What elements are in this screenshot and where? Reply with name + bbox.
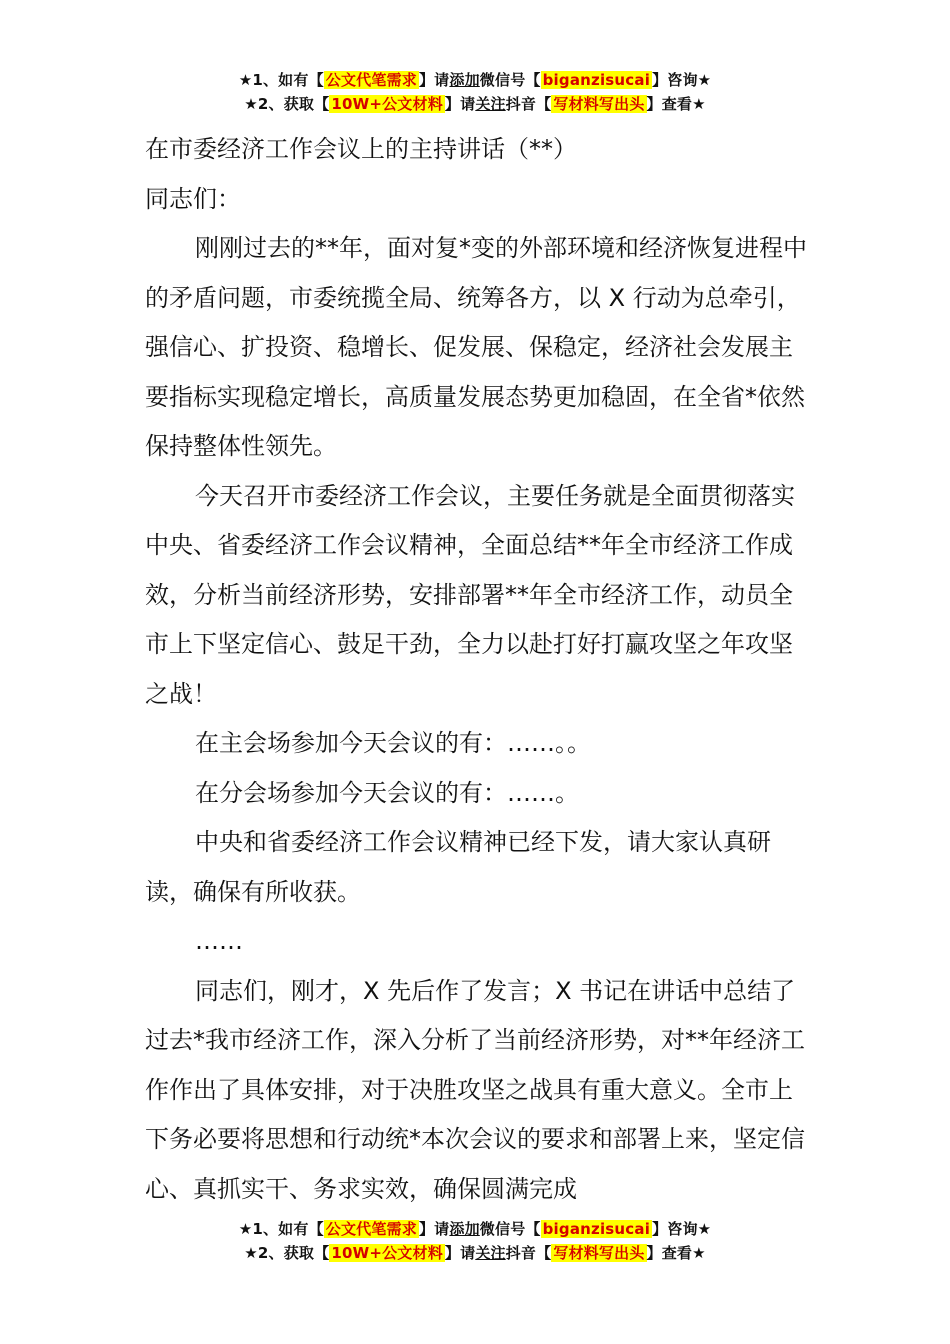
paragraph: 同志们，刚才，X 先后作了发言；X 书记在讲话中总结了过去*我市经济工作，深入分析了当前经济形势，对**年经济工作作出了具体安排，对于决胜攻坚之战具有重大意义。全市上下务必要将思想和行动统*本次会议的要求和部署上来，坚定信心、真抓实干、务求实效，确保圆满完成	[145, 976, 805, 1203]
promo-line-1	[0, 1217, 950, 1241]
promo-text: 微信号【	[479, 71, 541, 89]
highlight-materials: 10W+公文材料	[331, 1244, 443, 1262]
promo-emphasis: 添加	[449, 1220, 480, 1238]
paragraph: 刚刚过去的**年，面对复*变的外部环境和经济恢复进程中的矛盾问题，市委统揽全局、统筹各方，以 X 行动为总牵引，强信心、扩投资、稳增长、促发展、保稳定，经济社会发展主要指标实现稳定增长，高质量发展态势更加稳固，在全省*依然保持整体性领先。	[145, 234, 807, 460]
paragraph: 中央和省委经济工作会议精神已经下发，请大家认真研读，确保有所收获。	[145, 828, 771, 906]
promo-banner-bottom	[0, 1217, 950, 1265]
highlight-materials: 10W+公文材料	[331, 95, 443, 113]
promo-text: 】请	[444, 1244, 476, 1262]
promo-emphasis: 关注	[475, 95, 506, 113]
promo-text: ★2、获取【	[244, 1244, 330, 1262]
promo-text: 】查看★	[646, 1244, 706, 1262]
highlight-douyin: 写材料写出头	[553, 95, 645, 113]
highlight-wechat-id: biganzisucai	[542, 71, 651, 89]
promo-text: ★2、获取【	[244, 95, 330, 113]
promo-text: 抖音【	[505, 1244, 552, 1262]
promo-line-2	[0, 1241, 950, 1265]
promo-text: ★1、如有【	[238, 1220, 324, 1238]
highlight-service: 公文代笔需求	[325, 71, 417, 89]
highlight-service: 公文代笔需求	[325, 1220, 417, 1238]
promo-text: 】咨询★	[652, 71, 712, 89]
salutation: 同志们：	[145, 184, 241, 213]
promo-emphasis: 添加	[449, 71, 480, 89]
document-body	[145, 125, 810, 1214]
promo-text: 】查看★	[646, 95, 706, 113]
promo-text: 】请	[418, 1220, 450, 1238]
promo-text: 】请	[418, 71, 450, 89]
promo-banner-top	[0, 68, 950, 116]
promo-text: 抖音【	[505, 95, 552, 113]
paragraph: 在主会场参加今天会议的有：……。。	[195, 729, 591, 757]
promo-text: 】请	[444, 95, 476, 113]
ellipsis-paragraph: ……	[195, 927, 243, 955]
promo-text: 微信号【	[479, 1220, 541, 1238]
document-title: 在市委经济工作会议上的主持讲话（**）	[145, 135, 577, 163]
promo-text: 】咨询★	[652, 1220, 712, 1238]
highlight-douyin: 写材料写出头	[553, 1244, 645, 1262]
highlight-wechat-id: biganzisucai	[542, 1220, 651, 1238]
promo-line-2	[0, 92, 950, 116]
promo-emphasis: 关注	[475, 1244, 506, 1262]
paragraph: 今天召开市委经济工作会议，主要任务就是全面贯彻落实中央、省委经济工作会议精神，全面总结**年全市经济工作成效，分析当前经济形势，安排部署**年全市经济工作，动员全市上下坚定信心、鼓足干劲，全力以赴打好打赢攻坚之年攻坚之战！	[145, 481, 795, 708]
paragraph: 在分会场参加今天会议的有：……。	[195, 778, 579, 807]
promo-text: ★1、如有【	[238, 71, 324, 89]
promo-line-1	[0, 68, 950, 92]
